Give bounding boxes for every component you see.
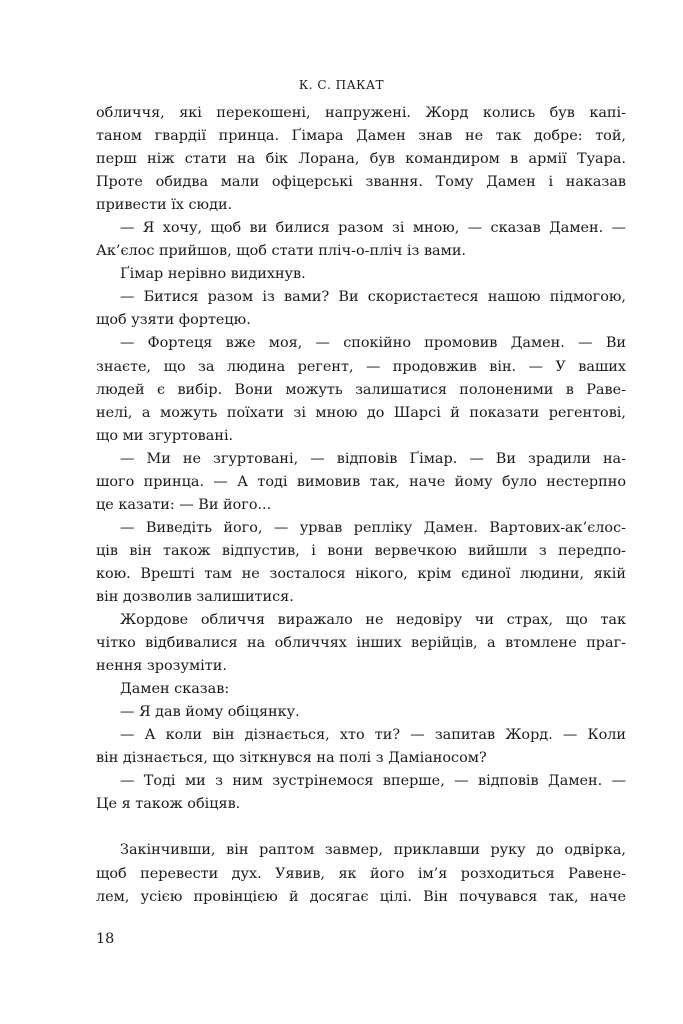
text-line: Проте обидва мали офіцерські звання. Тому Дамен і наказав [96, 174, 626, 191]
text-line: Це я також обіцяв. [96, 796, 241, 813]
text-line: — Битися разом із вами? Ви скористаєтеся нашою підмогою, [120, 289, 626, 306]
running-head: К. С. ПАКАТ [298, 78, 385, 92]
text-line: — Фортеця вже моя, — спокійно промовив Дамен. — Ви [120, 335, 626, 352]
text-line: шого принца. — А тоді вимовив так, наче йому було нестерпно [96, 473, 626, 490]
text-line: Ак’єлос прийшов, щоб стати пліч-о-пліч із вами. [96, 243, 466, 260]
body-text [96, 102, 626, 909]
text-line: кою. Врешті там не зосталося нікого, крім єдиної людини, якій [96, 565, 626, 582]
text-line: — Тоді ми з ним зустрінемося вперше, — відповів Дамен. — [120, 773, 626, 790]
text-line: таном гвардії принца. Ґімара Дамен знав не так добре: той, [96, 128, 626, 145]
text-line: — Ми не згуртовані, — відповів Ґімар. — Ви зрадили на- [120, 450, 626, 467]
text-line: Жордове обличчя виражало не недовіру чи страх, що так [120, 612, 626, 629]
text-line: людей є вибір. Вони можуть залишатися полоненими в Раве- [96, 381, 626, 398]
text-line: він дозволив залишитися. [96, 588, 294, 605]
text-line: перш ніж стати на бік Лорана, був командиром в армії Туара. [96, 151, 626, 168]
text-line: Закінчивши, він раптом завмер, приклавши руку до одвірка, [120, 842, 626, 859]
text-line: нення зрозуміти. [96, 658, 227, 675]
text-line: — Я дав йому обіцянку. [120, 704, 300, 721]
text-line: лем, усією провінцією й досягає цілі. Він почувався так, наче [96, 888, 626, 905]
text-line: — Я хочу, щоб ви билися разом зі мною, — сказав Дамен. — [120, 220, 626, 237]
text-line: щоб перевести дух. Уявив, як його ім’я розходиться Равене- [96, 865, 626, 882]
text-line: ців він також відпустив, і вони вервечкою вийшли з передпо- [96, 542, 626, 559]
text-line: — А коли він дізнається, хто ти? — запитав Жорд. — Коли [120, 727, 626, 744]
text-line: обличчя, які перекошені, напружені. Жорд колись був капі- [96, 105, 626, 121]
text-line: привести їх сюди. [96, 197, 233, 214]
text-line: це казати: — Ви його... [96, 496, 272, 513]
page-number: 18 [96, 931, 115, 947]
text-line: нелі, а можуть поїхати зі мною до Шарсі й показати регентові, [96, 404, 626, 421]
text-line: чітко відбивалися на обличчях інших верійців, а втомлене праг- [96, 635, 626, 652]
text-line: Ґімар нерівно видихнув. [120, 266, 306, 283]
text-line: що ми згуртовані. [96, 427, 234, 444]
section-break [96, 816, 626, 839]
text-line: — Виведіть його, — урвав репліку Дамен. Вартових-ак’єлос- [120, 519, 626, 536]
text-line: він дізнається, що зіткнувся на полі з Даміаносом? [96, 750, 487, 767]
text-line: Дамен сказав: [120, 681, 230, 698]
text-line: щоб узяти фортецю. [96, 312, 251, 329]
text-line: знаєте, що за людина регент, — продовжив він. — У ваших [96, 358, 626, 375]
